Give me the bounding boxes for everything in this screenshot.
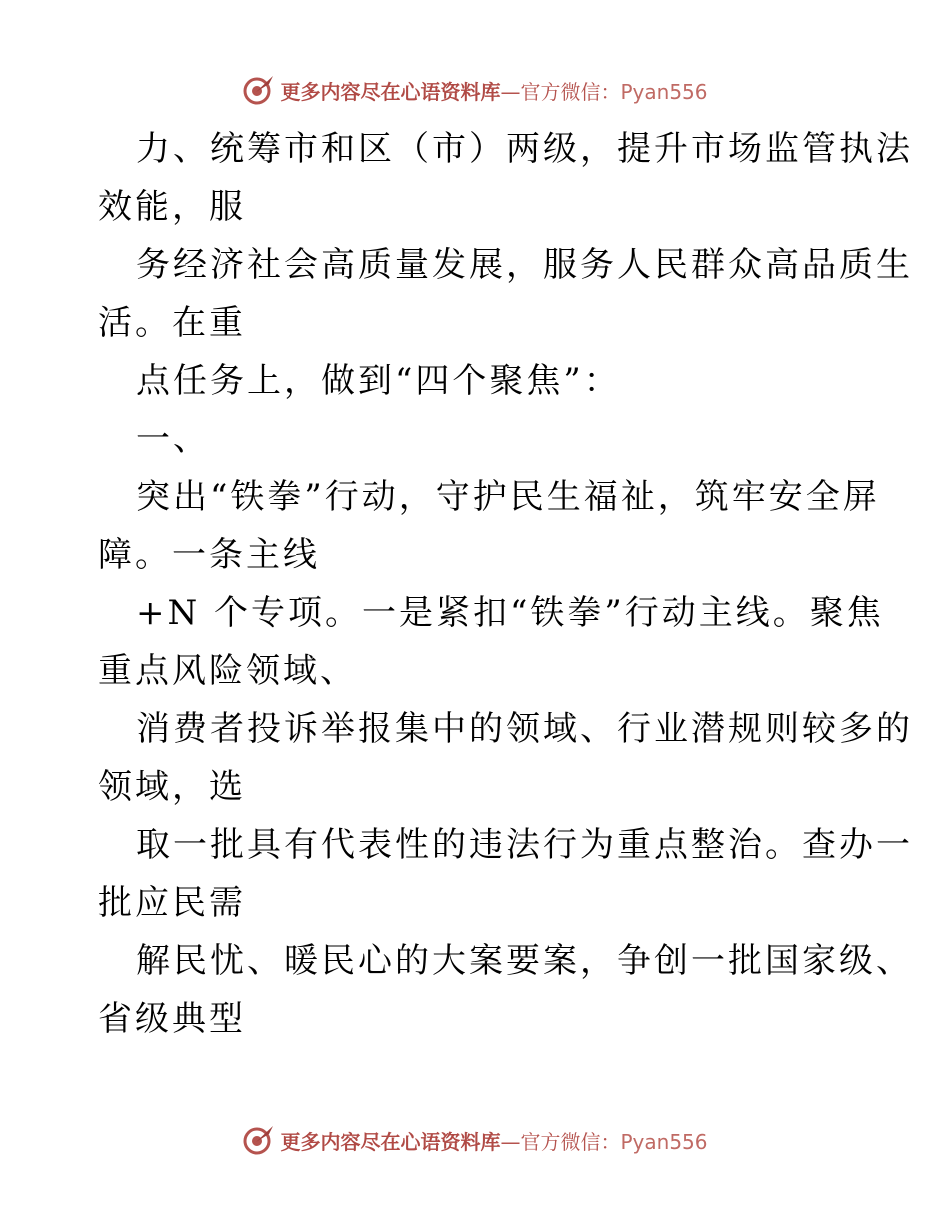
paragraph — [98, 352, 868, 410]
paragraph-line: 一、 — [136, 419, 210, 459]
paragraph-line: +N 个专项。一是紧扣“铁拳”行动主线。聚焦 — [136, 593, 884, 633]
paragraph-line: 重点风险领域、 — [98, 651, 357, 691]
paragraph — [98, 932, 913, 1048]
paragraph-line: 批应民需 — [98, 883, 246, 923]
paragraph — [98, 120, 913, 236]
watermark-text: 更多内容尽在心语资料库—官方微信：Pyan556 — [280, 79, 708, 104]
paragraph-line: 取一批具有代表性的违法行为重点整治。查办一 — [136, 825, 913, 865]
paragraph-line: 力、统筹市和区（市）两级，提升市场监管执法 — [136, 129, 913, 169]
paragraph-line: 省级典型 — [98, 999, 246, 1039]
paragraph — [98, 236, 913, 352]
paragraph — [98, 584, 884, 700]
document-body — [98, 120, 913, 1048]
paragraph-line: 解民忧、暖民心的大案要案，争创一批国家级、 — [136, 941, 913, 981]
quill-pen-logo-icon — [242, 1123, 276, 1157]
paragraph-line: 效能，服 — [98, 187, 246, 227]
quill-pen-logo-icon — [242, 73, 276, 107]
paragraph-line: 障。一条主线 — [98, 535, 320, 575]
paragraph — [98, 700, 913, 816]
paragraph-line: 点任务上，做到“四个聚焦”： — [136, 361, 621, 401]
paragraph — [98, 410, 868, 468]
paragraph — [98, 468, 880, 584]
watermark-text: 更多内容尽在心语资料库—官方微信：Pyan556 — [280, 1129, 708, 1154]
header-watermark — [0, 70, 950, 110]
paragraph-line: 务经济社会高质量发展，服务人民群众高品质生 — [136, 245, 913, 285]
paragraph — [98, 816, 913, 932]
footer-watermark — [0, 1120, 950, 1160]
paragraph-line: 领域，选 — [98, 767, 246, 807]
paragraph-line: 突出“铁拳”行动，守护民生福祉，筑牢安全屏 — [136, 477, 880, 517]
paragraph-line: 活。在重 — [98, 303, 246, 343]
paragraph-line: 消费者投诉举报集中的领域、行业潜规则较多的 — [136, 709, 913, 749]
